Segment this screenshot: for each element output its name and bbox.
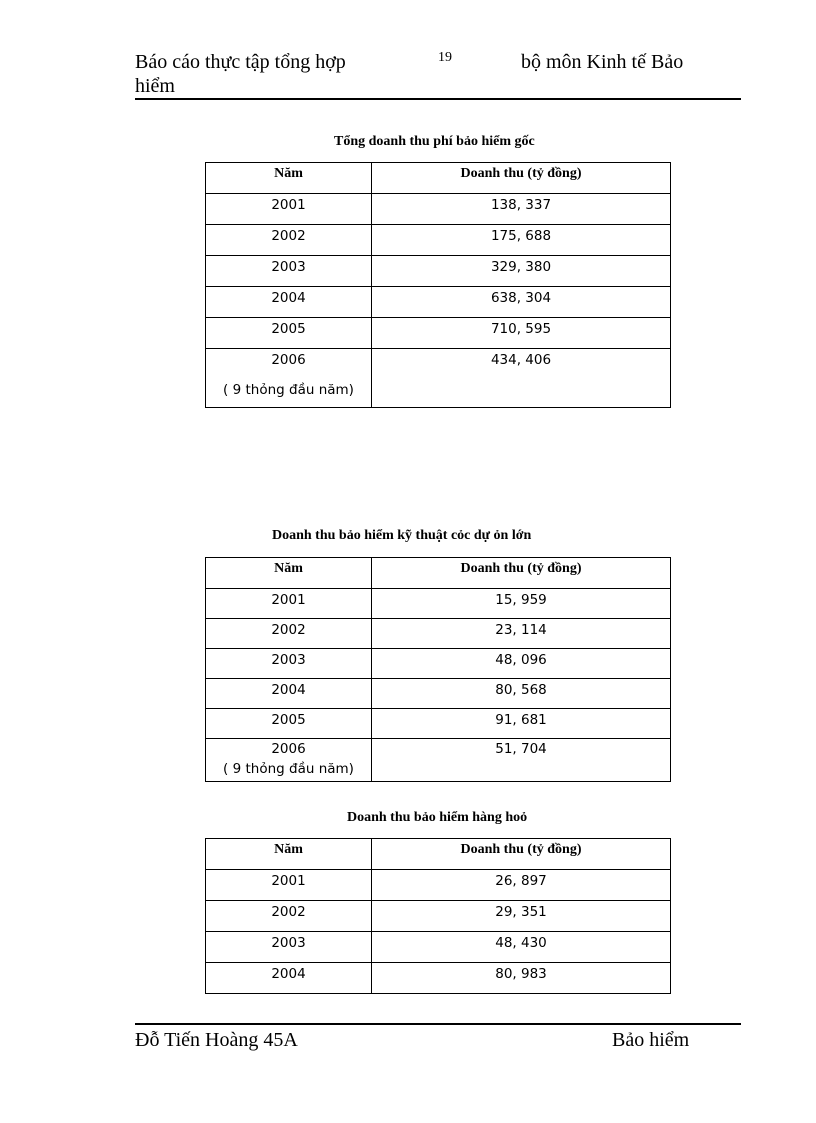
table-title-total-premium: Tổng doanh thu phí bảo hiểm gốc xyxy=(334,134,535,149)
column-header-year: Năm xyxy=(206,558,372,589)
table-title-cargo: Doanh thu bảo hiểm hàng hoỏ xyxy=(347,810,528,825)
table-row xyxy=(206,589,671,619)
table-row xyxy=(206,679,671,709)
cell-year: 2004 xyxy=(206,287,372,318)
cell-revenue: 638, 304 xyxy=(372,287,671,318)
column-header-year: Năm xyxy=(206,163,372,194)
column-header-revenue: Doanh thu (tỷ đồng) xyxy=(372,163,671,194)
cell-year: 2002 xyxy=(206,619,372,649)
cell-year: 2003 xyxy=(206,932,372,963)
table-header-row xyxy=(206,558,671,589)
cell-year: 2002 xyxy=(206,901,372,932)
table-header-row xyxy=(206,839,671,870)
cell-revenue: 51, 704 xyxy=(372,739,671,782)
cell-year-note: ( 9 thỏng đầu năm) xyxy=(223,382,354,398)
cell-year: 2001 xyxy=(206,870,372,901)
cell-year-note: ( 9 thỏng đầu năm) xyxy=(223,761,354,777)
column-header-revenue: Doanh thu (tỷ đồng) xyxy=(372,839,671,870)
cell-year: 2004 xyxy=(206,963,372,994)
cell-year xyxy=(206,349,372,408)
cell-revenue: 329, 380 xyxy=(372,256,671,287)
cell-revenue: 48, 096 xyxy=(372,649,671,679)
cell-year: 2003 xyxy=(206,649,372,679)
cell-revenue: 138, 337 xyxy=(372,194,671,225)
cell-year-value: 2006 xyxy=(271,741,306,757)
table-header-row xyxy=(206,163,671,194)
cell-year: 2001 xyxy=(206,194,372,225)
table-total-premium xyxy=(205,162,671,408)
header-department: bộ môn Kinh tế Bảo xyxy=(521,51,684,73)
cell-year: 2002 xyxy=(206,225,372,256)
cell-revenue: 710, 595 xyxy=(372,318,671,349)
table-row xyxy=(206,709,671,739)
cell-year: 2005 xyxy=(206,709,372,739)
cell-revenue: 29, 351 xyxy=(372,901,671,932)
header-rule xyxy=(135,98,741,100)
cell-year: 2003 xyxy=(206,256,372,287)
column-header-revenue: Doanh thu (tỷ đồng) xyxy=(372,558,671,589)
table-title-engineering: Doanh thu bảo hiểm kỹ thuật cỏc dự ỏn lớn xyxy=(272,528,532,543)
column-header-year: Năm xyxy=(206,839,372,870)
table-row xyxy=(206,619,671,649)
table-cargo-revenue xyxy=(205,838,671,994)
table-row xyxy=(206,256,671,287)
footer-author: Đỗ Tiến Hoàng 45A xyxy=(135,1029,298,1051)
cell-revenue: 26, 897 xyxy=(372,870,671,901)
table-row xyxy=(206,932,671,963)
header-report-title: Báo cáo thực tập tổng hợp hiểm xyxy=(135,51,346,97)
cell-revenue: 175, 688 xyxy=(372,225,671,256)
page-number: 19 xyxy=(438,50,452,65)
cell-revenue: 80, 983 xyxy=(372,963,671,994)
cell-revenue: 48, 430 xyxy=(372,932,671,963)
cell-revenue: 91, 681 xyxy=(372,709,671,739)
footer-subject: Bảo hiểm xyxy=(612,1029,690,1051)
table-row xyxy=(206,739,671,782)
cell-year: 2004 xyxy=(206,679,372,709)
cell-revenue: 434, 406 xyxy=(372,349,671,408)
cell-year: 2005 xyxy=(206,318,372,349)
table-row xyxy=(206,649,671,679)
cell-revenue: 80, 568 xyxy=(372,679,671,709)
cell-year xyxy=(206,739,372,782)
cell-year: 2001 xyxy=(206,589,372,619)
table-row xyxy=(206,349,671,408)
cell-revenue: 15, 959 xyxy=(372,589,671,619)
cell-year-value: 2006 xyxy=(271,352,306,368)
table-row xyxy=(206,901,671,932)
table-engineering-revenue xyxy=(205,557,671,782)
cell-revenue: 23, 114 xyxy=(372,619,671,649)
table-row xyxy=(206,194,671,225)
table-row xyxy=(206,870,671,901)
footer-rule xyxy=(135,1023,741,1025)
table-row xyxy=(206,225,671,256)
table-row xyxy=(206,963,671,994)
table-row xyxy=(206,287,671,318)
table-row xyxy=(206,318,671,349)
